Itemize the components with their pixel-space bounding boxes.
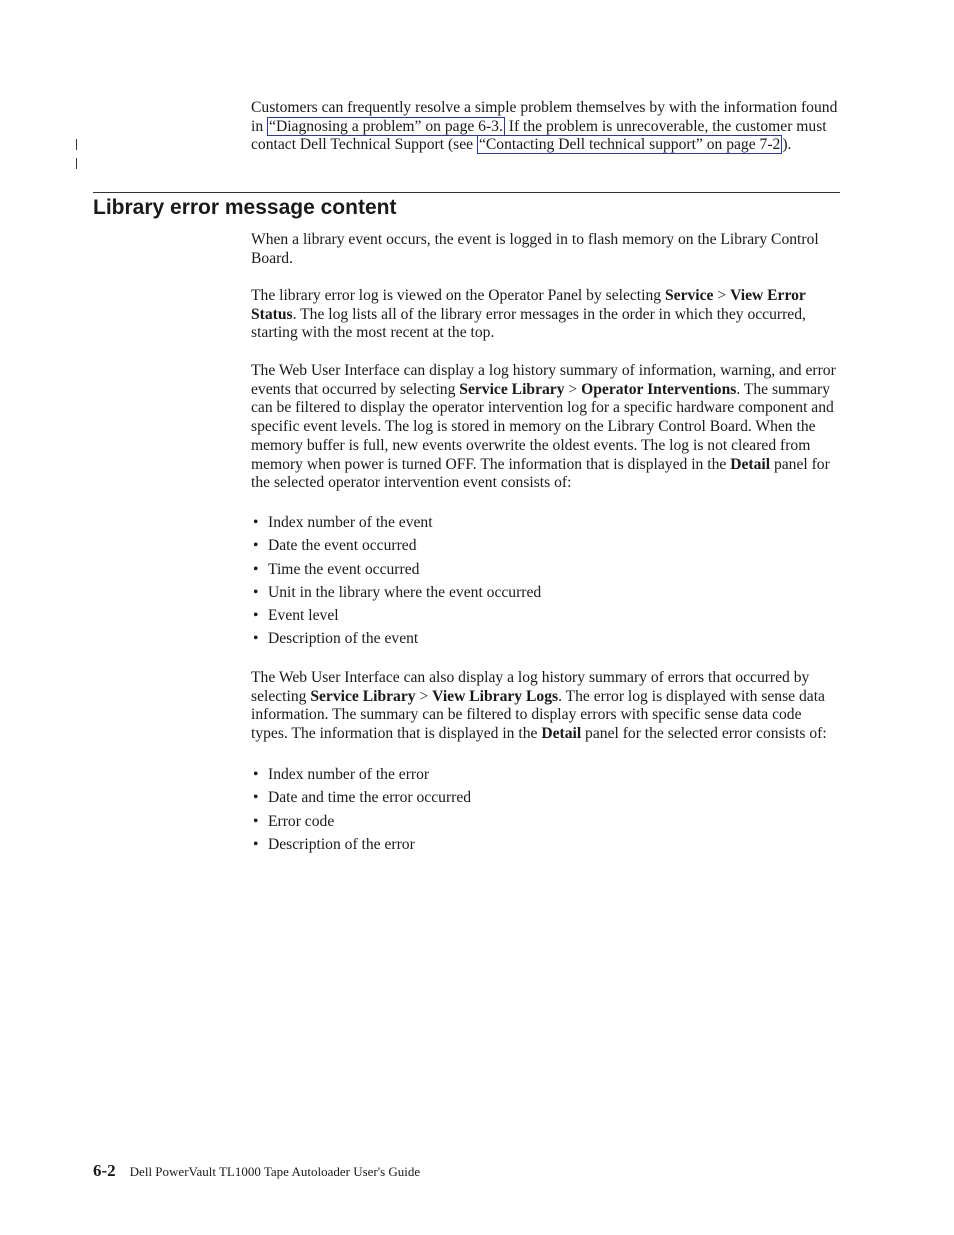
intro-paragraph bbox=[251, 99, 841, 155]
text-run: Customers can frequently resolve a simple problem themselves by with the information found in bbox=[251, 99, 838, 135]
text-run: panel for the selected error consists of: bbox=[581, 725, 827, 743]
detail-panel-term: Detail bbox=[541, 725, 582, 743]
text-run: panel for the selected operator intervention event consists of: bbox=[251, 455, 830, 492]
text-run: . The log lists all of the library error messages in the order in which they occurred, starting with the most recent at the top. bbox=[251, 305, 806, 342]
menu-path-operator-interventions: Operator Interventions bbox=[581, 380, 737, 398]
text-run: The library error log is viewed on the Operator Panel by selecting bbox=[251, 287, 665, 304]
list-item: • Date and time the error occurred bbox=[251, 789, 841, 812]
list-item: • Index number of the error bbox=[251, 766, 841, 789]
paragraph-operator-interventions bbox=[251, 362, 841, 493]
menu-path-view-library-logs: View Library Logs bbox=[432, 687, 559, 705]
page-footer bbox=[93, 1161, 420, 1181]
list-item: • Error code bbox=[251, 813, 841, 836]
text-run: . The summary can be filtered to display the operator intervention log for a specific hardware component and specific event levels. The log is stored in memory on the Library Control Board. When the memory buffer is full, new events overwrite the oldest events. The log is not cleared from memory when power is turned OFF. The information that is displayed in the bbox=[251, 380, 834, 473]
list-item: • Index number of the event bbox=[251, 514, 841, 537]
text-run: The Web User Interface can display a log history summary of information, warning, and error events that occurred by selecting bbox=[251, 362, 836, 398]
menu-path-view-error-status: View Error Status bbox=[251, 287, 806, 323]
menu-path-service: Service bbox=[664, 287, 714, 304]
section-heading: Library error message content bbox=[93, 196, 397, 219]
text-run: > bbox=[713, 287, 731, 304]
text-run: > bbox=[564, 380, 582, 398]
page-number: 6-2 bbox=[93, 1161, 116, 1180]
guide-title: Dell PowerVault TL1000 Tape Autoloader User's Guide bbox=[129, 1164, 421, 1179]
text-run: > bbox=[415, 687, 433, 705]
event-fields-list bbox=[251, 514, 841, 654]
link-contacting-dell-support[interactable]: “Contacting Dell technical support” on page 7-2 bbox=[478, 136, 781, 154]
paragraph-operator-panel bbox=[251, 287, 841, 343]
menu-path-service-library: Service Library bbox=[310, 687, 416, 705]
error-fields-list bbox=[251, 766, 841, 859]
paragraph-library-logs bbox=[251, 669, 841, 744]
list-item: • Event level bbox=[251, 607, 841, 630]
menu-path-service-library: Service Library bbox=[459, 380, 565, 398]
list-item: • Time the event occurred bbox=[251, 561, 841, 584]
change-bar bbox=[76, 139, 77, 150]
detail-panel-term: Detail bbox=[730, 455, 771, 473]
text-run: . The error log is displayed with sense data information. The summary can be filtered to display errors with specific sense data code types. The information that is displayed in the bbox=[251, 687, 825, 743]
text-run: ). bbox=[782, 136, 792, 154]
list-item: • Date the event occurred bbox=[251, 537, 841, 560]
section-divider bbox=[93, 192, 840, 193]
text-run: The Web User Interface can also display a log history summary of errors that occurred by selecting bbox=[251, 669, 810, 705]
list-item: • Unit in the library where the event occurred bbox=[251, 584, 841, 607]
paragraph-flash-memory: When a library event occurs, the event is logged in to flash memory on the Library Control Board. bbox=[251, 231, 819, 267]
text-run: If the problem is unrecoverable, the customer must contact Dell Technical Support (see bbox=[251, 117, 827, 154]
change-bar bbox=[76, 158, 77, 169]
list-item: • Description of the event bbox=[251, 630, 841, 653]
link-diagnosing-a-problem[interactable]: “Diagnosing a problem” on page 6-3. bbox=[269, 117, 503, 135]
list-item: • Description of the error bbox=[251, 836, 841, 859]
